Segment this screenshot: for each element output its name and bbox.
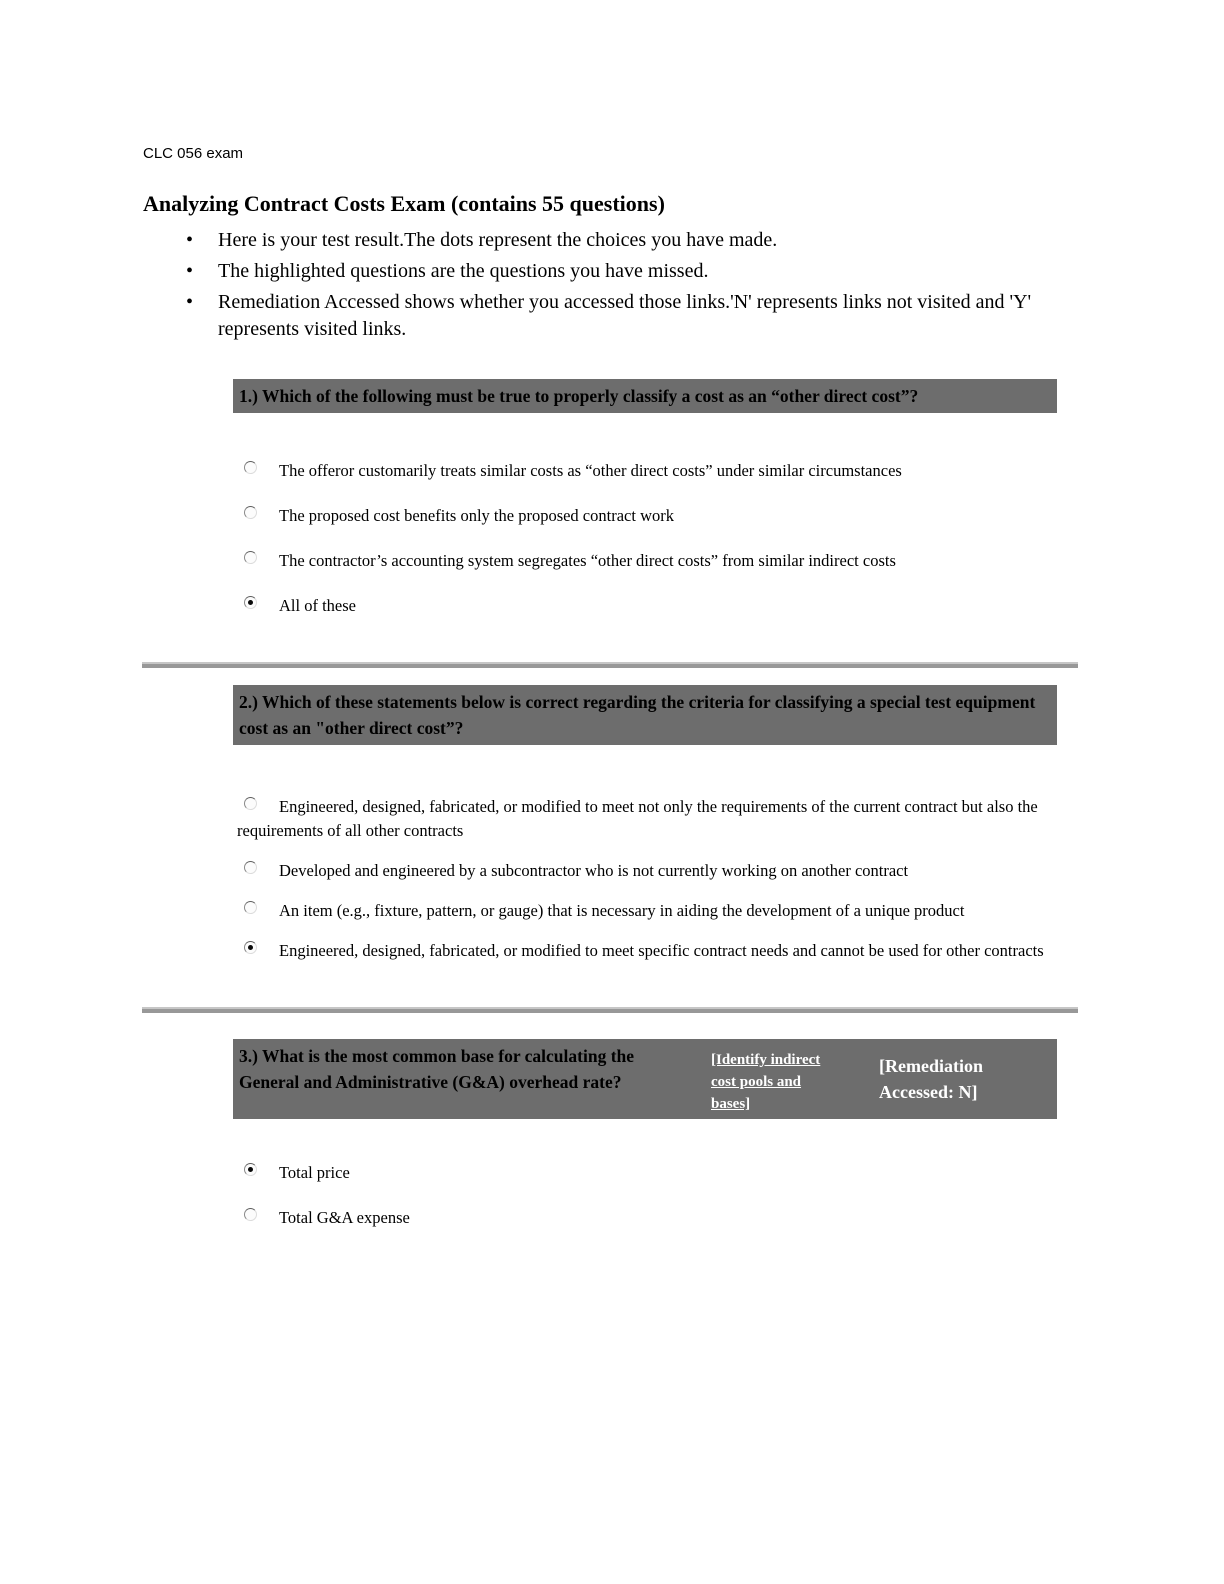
answer-option — [237, 504, 1080, 528]
radio-button-icon[interactable] — [244, 506, 257, 519]
option-label: The proposed cost benefits only the proposed contract work — [279, 506, 674, 525]
document-label: CLC 056 exam — [143, 145, 244, 162]
radio-button-icon[interactable] — [244, 861, 257, 874]
option-label: The contractor’s accounting system segregates “other direct costs” from similar indirect costs — [279, 551, 896, 570]
instruction-item: • Remediation Accessed shows whether you accessed those links.'N' represents links not visited and 'Y' represents visited links. — [143, 289, 1083, 343]
section-divider — [142, 662, 1078, 668]
radio-button-icon[interactable] — [244, 1208, 257, 1221]
answer-option — [237, 549, 1080, 573]
question-3-header — [233, 1039, 1057, 1119]
section-divider — [142, 1007, 1078, 1013]
instruction-item: • Here is your test result.The dots represent the choices you have made. — [143, 227, 1083, 254]
option-label: The offeror customarily treats similar costs as “other direct costs” under similar circumstances — [279, 461, 902, 480]
question-3-text: 3.) What is the most common base for calculating the General and Administrative (G&A) overhead rate? — [239, 1046, 635, 1092]
instructions-list — [0, 227, 1224, 343]
option-label: Total G&A expense — [279, 1208, 410, 1227]
answer-option — [237, 1161, 1080, 1185]
option-label: Total price — [279, 1163, 350, 1182]
question-3-section — [0, 1039, 1224, 1230]
radio-button-icon[interactable] — [244, 551, 257, 564]
question-1-header: 1.) Which of the following must be true to properly classify a cost as an “other direct cost”? — [233, 379, 1057, 413]
question-2-options — [237, 795, 1080, 963]
answer-option — [237, 899, 1080, 923]
option-label: All of these — [279, 596, 356, 615]
question-1-options — [237, 459, 1080, 618]
radio-button-icon[interactable] — [244, 797, 257, 810]
remediation-accessed-status: [Remediation Accessed: N] — [879, 1056, 983, 1102]
option-label: Engineered, designed, fabricated, or modified to meet specific contract needs and cannot be used for other contracts — [279, 941, 1044, 960]
radio-button-icon[interactable] — [244, 461, 257, 474]
radio-button-icon[interactable] — [244, 596, 257, 609]
question-1-section — [0, 379, 1224, 618]
answer-option — [237, 859, 1080, 883]
question-2-section — [0, 685, 1224, 963]
question-2-header: 2.) Which of these statements below is correct regarding the criteria for classifying a special test equipment cost as an "other direct cost”? — [233, 685, 1057, 745]
radio-button-icon[interactable] — [244, 901, 257, 914]
option-label: Engineered, designed, fabricated, or modified to meet not only the requirements of the current contract but also the requirements of all other contracts — [237, 797, 1038, 840]
answer-option — [237, 594, 1080, 618]
option-label: An item (e.g., fixture, pattern, or gauge) that is necessary in aiding the development of a unique product — [279, 901, 965, 920]
question-3-options — [237, 1161, 1080, 1230]
answer-option — [237, 1206, 1080, 1230]
option-label: Developed and engineered by a subcontractor who is not currently working on another contract — [279, 861, 909, 880]
answer-option — [237, 459, 1080, 483]
page-title: Analyzing Contract Costs Exam (contains 55 questions) — [143, 191, 665, 216]
answer-option — [237, 795, 1080, 843]
answer-option — [237, 939, 1080, 963]
instruction-item: • The highlighted questions are the questions you have missed. — [143, 258, 1083, 285]
remediation-link[interactable]: [Identify indirect cost pools and bases] — [711, 1052, 821, 1112]
radio-button-icon[interactable] — [244, 1163, 257, 1176]
radio-button-icon[interactable] — [244, 941, 257, 954]
